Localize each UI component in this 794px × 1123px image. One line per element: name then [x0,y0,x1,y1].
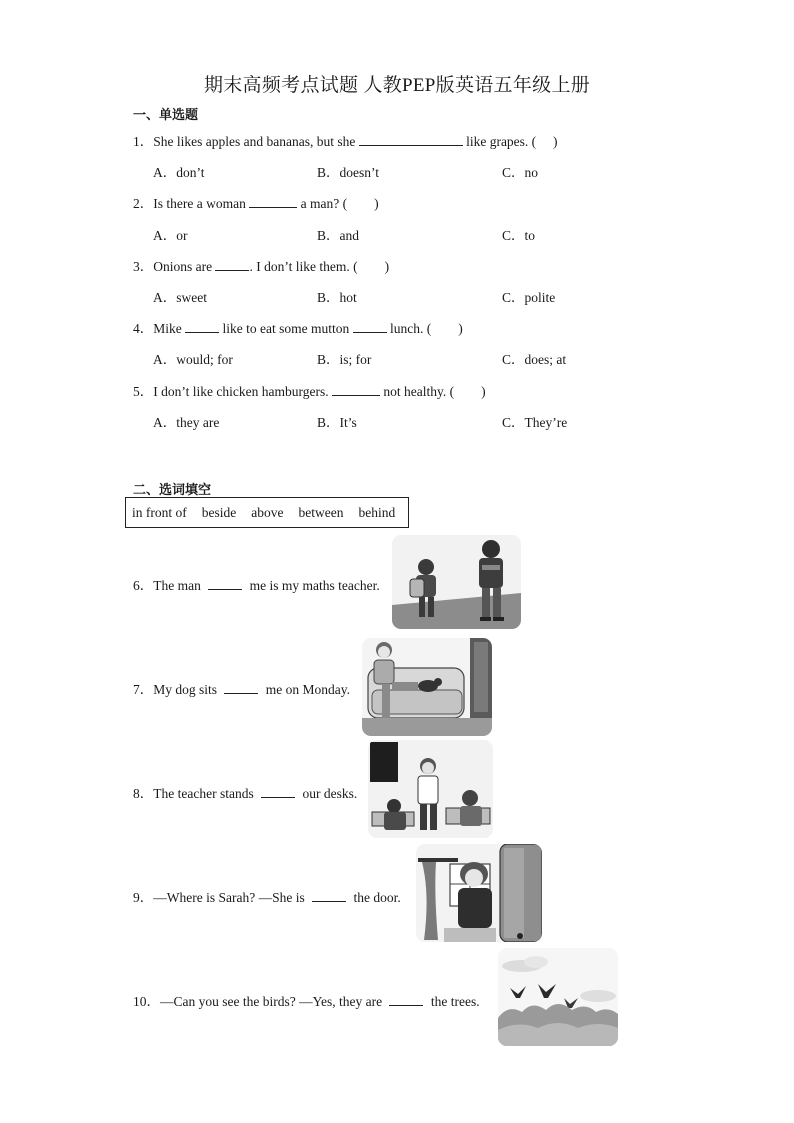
question-number: 8． [133,786,154,801]
question-text-pre: The man [153,578,201,593]
question-text-pre: She likes apples and bananas, but she [153,134,356,149]
option-b[interactable]: B．and [317,228,359,243]
question-text-pre: The teacher stands [153,786,254,801]
question-text-pre: My dog sits [153,682,218,697]
question-text-pre: Mike [153,321,182,336]
section-heading-single-choice: 一、单选题 [133,108,199,123]
question-number: 2． [133,196,154,211]
section-heading-word-fill: 二、选词填空 [133,483,212,498]
question-number: 6． [133,578,154,593]
page-title: 期末高频考点试题 人教PEP版英语五年级上册 [203,75,591,96]
question-text-mid: like to eat some mutton [222,321,350,336]
question-text-pre: Is there a woman [153,196,246,211]
question-text-pre: I don’t like chicken hamburgers. [153,384,329,399]
question-number: 9． [133,890,154,905]
question-number: 1． [133,134,154,149]
question-number: 7． [133,682,154,697]
word-bank-item: behind [358,504,396,520]
option-c[interactable]: C．to [502,228,536,243]
question-text-post: me is my maths teacher. [249,578,380,593]
question-number: 10． [133,994,160,1009]
answer-blank[interactable] [249,195,297,208]
question-8 [133,782,357,802]
answer-blank[interactable] [312,889,346,902]
question-text-post: me on Monday. [265,682,351,697]
word-bank-item: above [251,504,284,520]
question-4 [133,317,463,337]
picture-teacher-between-desks [368,740,493,838]
question-text-pre: Onions are [153,259,213,274]
picture-girl-behind-door [416,844,542,942]
question-text-post: . I don’t like them. ( ) [249,259,390,274]
answer-blank[interactable] [208,577,242,590]
question-number: 5． [133,384,154,399]
question-text-post: our desks. [302,786,358,801]
question-text-post: lunch. ( ) [389,321,463,336]
answer-blank[interactable] [389,993,423,1006]
option-a[interactable]: A．would; for [153,352,233,367]
option-a[interactable]: A．or [153,228,188,243]
question-text-post: not healthy. ( ) [383,384,486,399]
question-text-post: like grapes. ( ) [466,134,558,149]
picture-birds-above-trees [498,948,618,1046]
question-5 [133,380,486,400]
word-bank-item: in front of [132,504,187,520]
answer-blank[interactable] [332,383,380,396]
word-bank-item: beside [201,504,237,520]
answer-blank[interactable] [359,133,463,146]
question-number: 3． [133,259,154,274]
answer-blank-1[interactable] [185,320,219,333]
word-bank-item: between [298,504,344,520]
answer-blank-2[interactable] [353,320,387,333]
question-9 [133,886,401,906]
option-a[interactable]: A．they are [153,415,220,430]
question-text-post: the trees. [430,994,480,1009]
option-b[interactable]: B．It’s [317,415,357,430]
question-2 [133,192,379,212]
question-text-post: the door. [353,890,401,905]
question-text-pre: —Can you see the birds? —Yes, they are [160,994,383,1009]
question-3 [133,255,389,275]
question-6 [133,574,380,594]
option-c[interactable]: C．polite [502,290,556,305]
question-7 [133,678,350,698]
word-bank-box [125,497,409,528]
question-text-post: a man? ( ) [300,196,379,211]
picture-boy-and-man [392,535,521,629]
answer-blank[interactable] [261,785,295,798]
option-a[interactable]: A．sweet [153,290,207,305]
option-c[interactable]: C．does; at [502,352,567,367]
option-c[interactable]: C．no [502,165,539,180]
question-1 [133,130,558,150]
question-number: 4． [133,321,154,336]
picture-boy-and-dog-on-sofa [362,638,492,736]
option-b[interactable]: B．hot [317,290,357,305]
option-b[interactable]: B．doesn’t [317,165,380,180]
answer-blank[interactable] [224,681,258,694]
question-10 [133,990,480,1010]
question-text-pre: —Where is Sarah? —She is [153,890,305,905]
option-c[interactable]: C．They’re [502,415,568,430]
option-b[interactable]: B．is; for [317,352,372,367]
answer-blank[interactable] [215,258,249,271]
option-a[interactable]: A．don’t [153,165,205,180]
